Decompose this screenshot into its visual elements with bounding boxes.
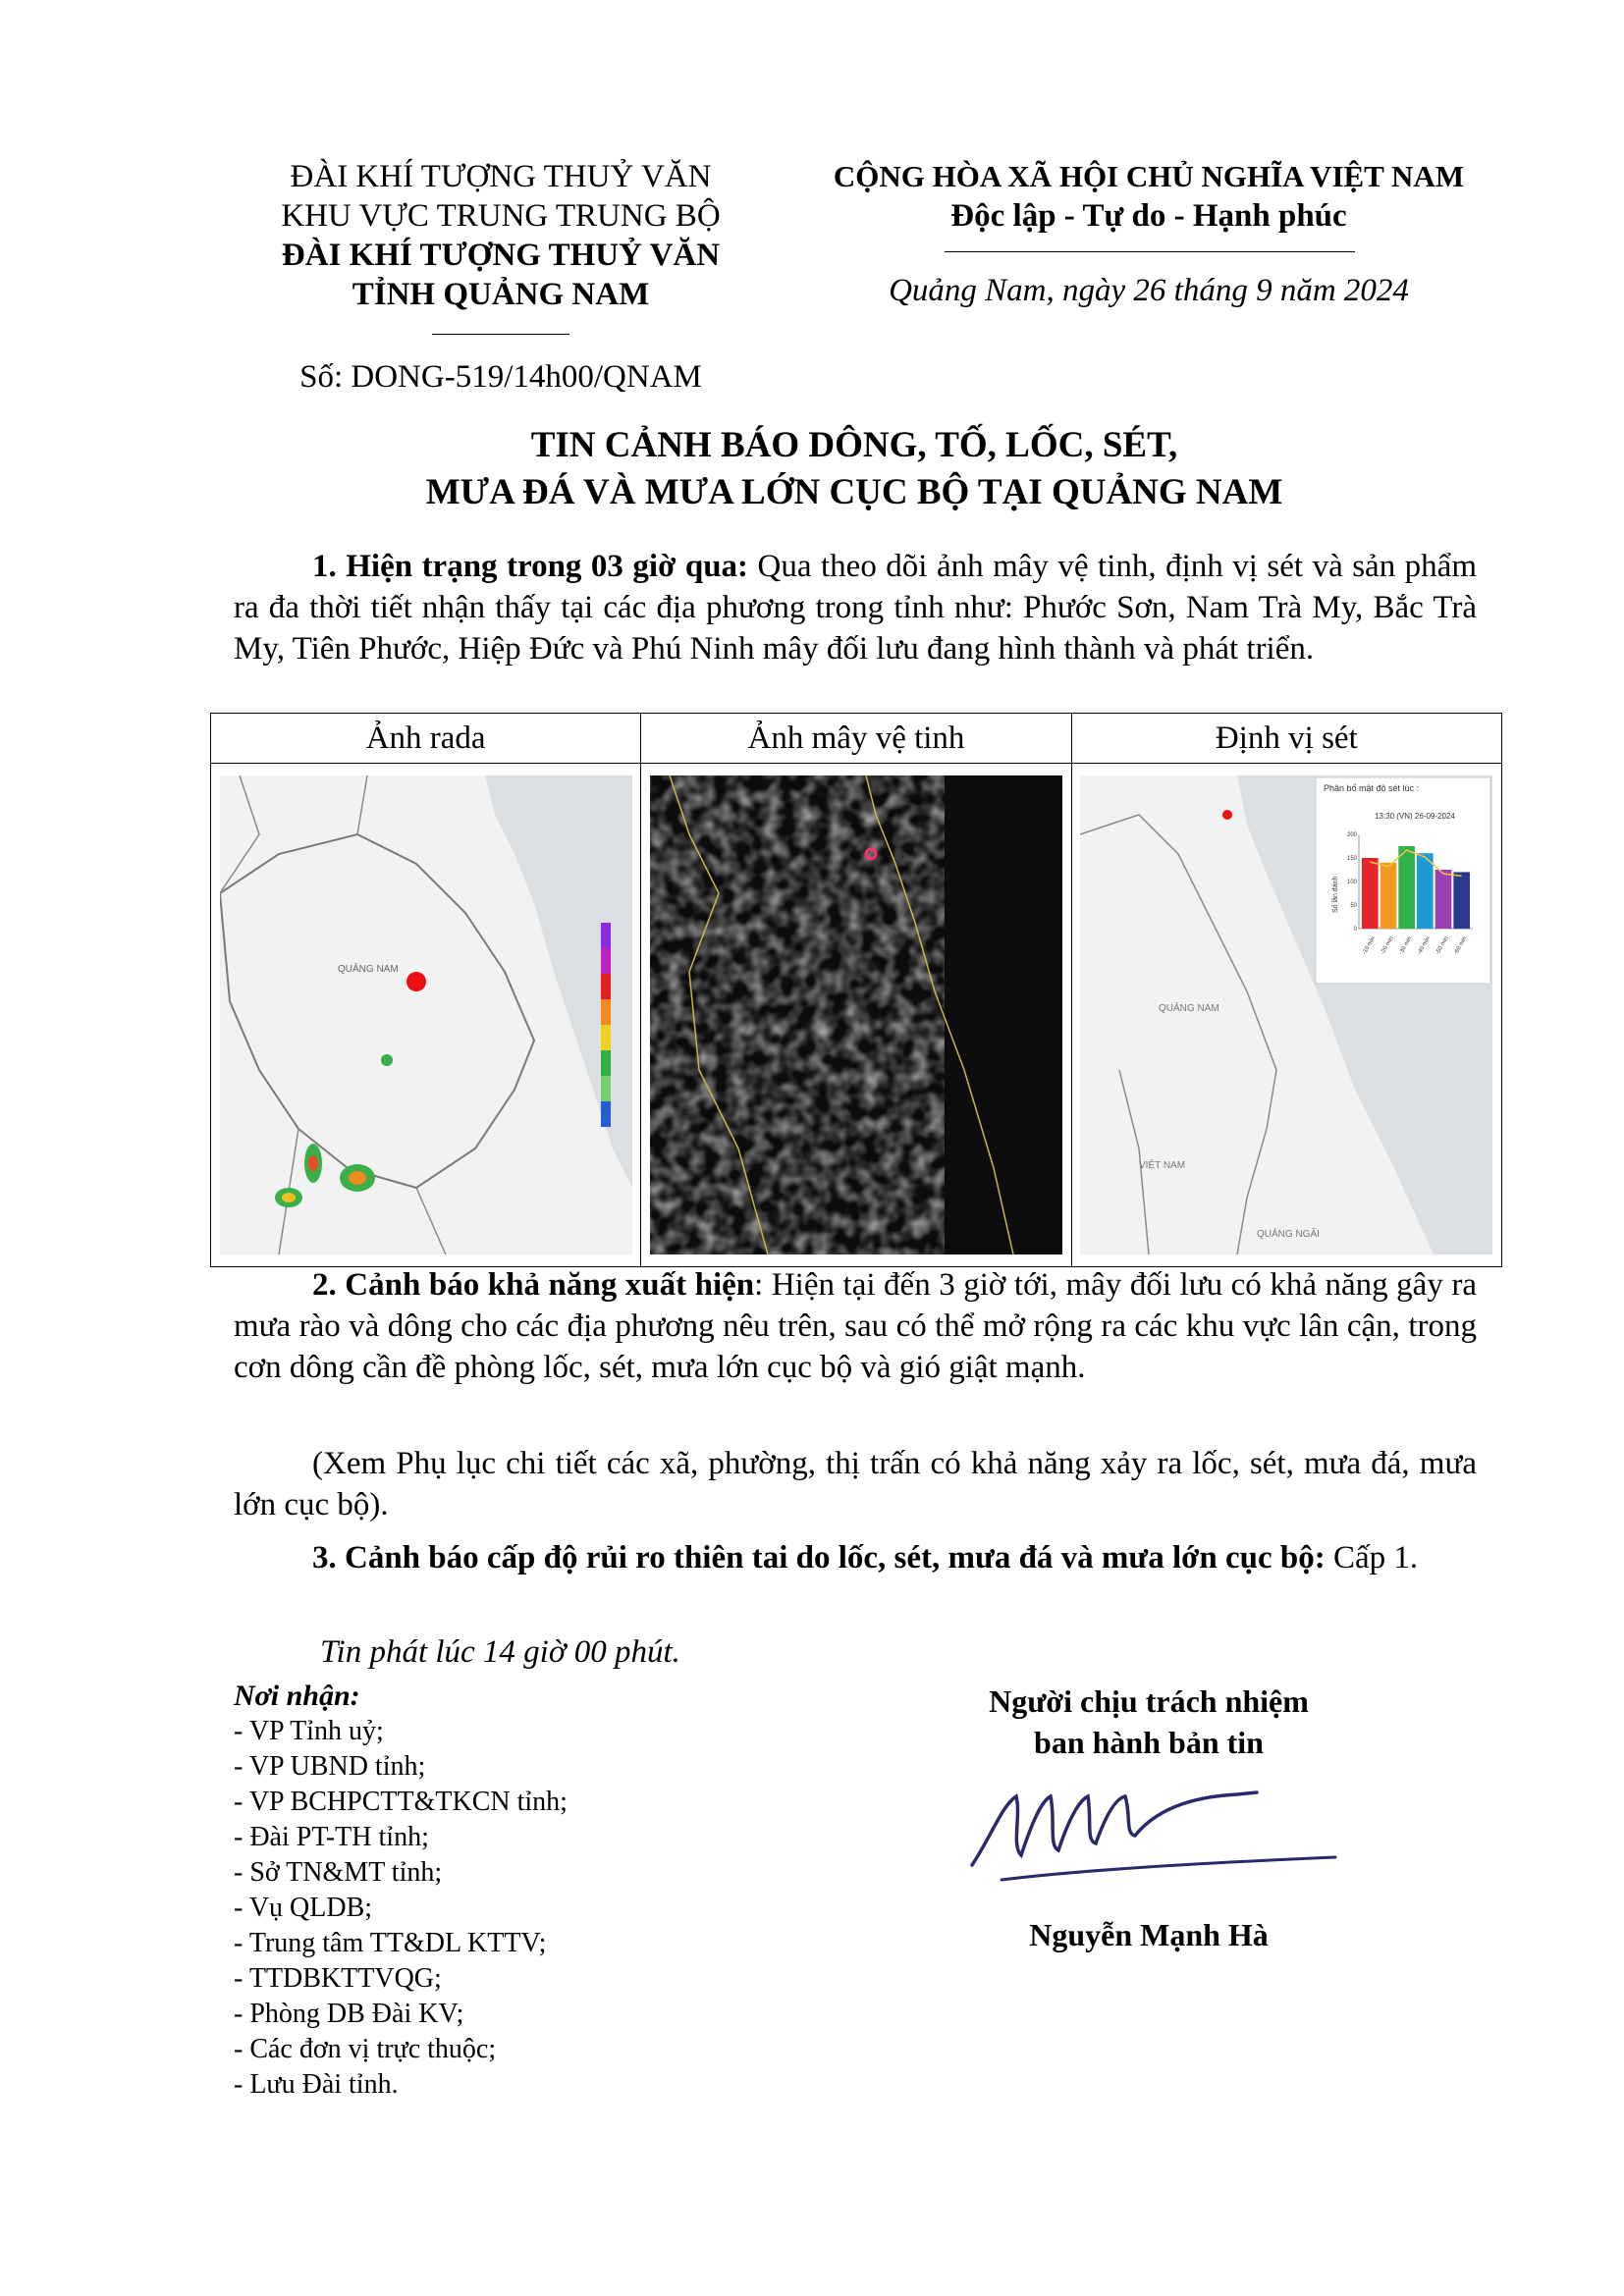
lightning-image-cell	[1071, 764, 1501, 1267]
recipient-item: - Phòng DB Đài KV;	[234, 1999, 464, 2029]
document-number: Số: DONG-519/14h00/QNAM	[299, 359, 702, 395]
recipient-item: - Vụ QLDB;	[234, 1893, 373, 1923]
lightning-map-label-qngai: QUẢNG NGÃI	[1257, 1229, 1321, 1240]
lightning-x-tick: -30 min	[1398, 935, 1414, 956]
section-3	[234, 1537, 1477, 1578]
radar-color-scale	[601, 923, 611, 1127]
section-1-text: Qua theo dõi ảnh mây vệ tinh, định vị sét và sản phẩm ra đa thời tiết nhận thấy tại các địa phương trong tỉnh như: Phước Sơn, Nam Trà My, Bắc Trà My, Tiên Phước, Hiệp Đức và Phú Ninh mây đối lưu đang hình thành và phát triển.	[234, 549, 1478, 667]
lightning-y-tick: 0	[1353, 927, 1358, 933]
lightning-bar	[1417, 853, 1434, 929]
title-line-2: MƯA ĐÁ VÀ MƯA LỚN CỤC BỘ TẠI QUẢNG NAM	[425, 472, 1283, 512]
lightning-map-label: QUẢNG NAM	[1159, 1003, 1219, 1014]
satellite-image-cell	[641, 764, 1071, 1267]
org-line-4: TỈNH QUẢNG NAM	[352, 277, 650, 312]
org-underline	[432, 334, 569, 335]
handwritten-signature	[962, 1767, 1355, 1895]
recipient-item: - Các đơn vị trực thuộc;	[234, 2034, 497, 2064]
lightning-y-tick: 150	[1347, 856, 1358, 862]
recipient-item: - VP UBND tỉnh;	[234, 1751, 426, 1782]
lightning-x-tick: -60 min	[1453, 935, 1469, 956]
recipients-title: Nơi nhận:	[234, 1680, 360, 1712]
section-2-text: : Hiện tại đến 3 giờ tới, mây đối lưu có khả năng gây ra mưa rào và dông cho các địa phương nêu trên, sau có thể mở rộng ra các khu vực lân cận, trong cơn dông cần đề phòng lốc, sét, mưa lớn cục bộ và gió giật mạnh.	[234, 1267, 1477, 1385]
lightning-bar	[1399, 846, 1416, 929]
lightning-bar	[1454, 872, 1471, 929]
title-line-1: TIN CẢNH BÁO DÔNG, TỐ, LỐC, SÉT,	[530, 425, 1178, 465]
lightning-chart-time: 13:30 (VN) 26-09-2024	[1375, 812, 1456, 821]
section-2-note	[234, 1443, 1477, 1525]
recipient-item: - TTDBKTTVQG;	[234, 1963, 442, 1994]
lightning-x-tick: -20 min	[1380, 935, 1396, 956]
image-header-satellite: Ảnh mây vệ tinh	[641, 714, 1071, 764]
radar-map-label: QUẢNG NAM	[337, 964, 399, 975]
section-2	[234, 1264, 1477, 1388]
image-table	[210, 713, 1502, 1267]
lightning-bar	[1380, 863, 1397, 929]
org-line-3: ĐÀI KHÍ TƯỢNG THUỶ VĂN	[281, 238, 721, 273]
national-title: CỘNG HÒA XÃ HỘI CHỦ NGHĨA VIỆT NAM	[833, 159, 1465, 193]
image-header-lightning: Định vị sét	[1071, 714, 1501, 764]
lightning-chart-ylabel: Số lần đánh	[1332, 876, 1340, 913]
section-1-heading: 1. Hiện trạng trong 03 giờ qua:	[312, 549, 749, 584]
lightning-chart-title: Phân bổ mật độ sét lúc :	[1324, 783, 1420, 793]
recipient-item: - VP BCHPCTT&TKCN tỉnh;	[234, 1787, 568, 1817]
document-title	[196, 422, 1512, 516]
image-header-radar: Ảnh rada	[211, 714, 641, 764]
lightning-x-tick: -40 min	[1417, 935, 1433, 956]
org-line-1: ĐÀI KHÍ TƯỢNG THUỶ VĂN	[290, 159, 712, 194]
lightning-y-tick: 200	[1347, 832, 1358, 838]
motto-underline	[945, 251, 1355, 252]
lightning-map-label-vn: VIỆT NAM	[1139, 1160, 1186, 1171]
signer-title-1: Người chịu trách nhiệm	[989, 1683, 1309, 1719]
recipients-block	[234, 1679, 744, 2103]
recipient-item: - Đài PT-TH tỉnh;	[234, 1822, 429, 1852]
lightning-density-chart	[1316, 777, 1490, 984]
section-3-heading: 3. Cảnh báo cấp độ rủi ro thiên tai do lốc, sét, mưa đá và mưa lớn cục bộ:	[312, 1540, 1326, 1575]
recipient-item: - VP Tỉnh uỷ;	[234, 1716, 384, 1746]
lightning-y-tick: 100	[1347, 880, 1358, 885]
recipient-item: - Trung tâm TT&DL KTTV;	[234, 1928, 547, 1958]
lightning-x-tick: -50 min	[1435, 935, 1451, 956]
section-2-heading: 2. Cảnh báo khả năng xuất hiện	[312, 1267, 755, 1303]
recipient-item: - Lưu Đài tỉnh.	[234, 2069, 399, 2100]
signer-name: Nguyễn Mạnh Hà	[1029, 1917, 1269, 1952]
section-3-text: Cấp 1.	[1325, 1540, 1419, 1575]
lightning-bar	[1435, 870, 1452, 929]
satellite-image	[650, 775, 1062, 1255]
document-date: Quảng Nam, ngày 26 tháng 9 năm 2024	[889, 273, 1409, 308]
org-block	[236, 157, 766, 314]
radar-image-cell	[211, 764, 641, 1267]
signer-title-2: ban hành bản tin	[1034, 1725, 1264, 1760]
signer-block	[923, 1681, 1375, 1763]
issued-time: Tin phát lúc 14 giờ 00 phút.	[320, 1634, 680, 1670]
lightning-x-tick: -10 min	[1362, 935, 1378, 956]
national-motto: Độc lập - Tự do - Hạnh phúc	[950, 198, 1347, 234]
org-line-2: KHU VỰC TRUNG TRUNG BỘ	[281, 198, 721, 234]
lightning-y-tick: 50	[1350, 903, 1358, 909]
radar-map-image	[220, 775, 632, 1255]
lightning-bar	[1362, 858, 1379, 929]
section-2-note-text: (Xem Phụ lục chi tiết các xã, phường, thị trấn có khả năng xảy ra lốc, sét, mưa đá, mưa lớn cục bộ).	[234, 1446, 1477, 1522]
section-1	[234, 546, 1477, 669]
recipient-item: - Sở TN&MT tỉnh;	[234, 1857, 443, 1888]
lightning-map-image	[1080, 775, 1492, 1255]
